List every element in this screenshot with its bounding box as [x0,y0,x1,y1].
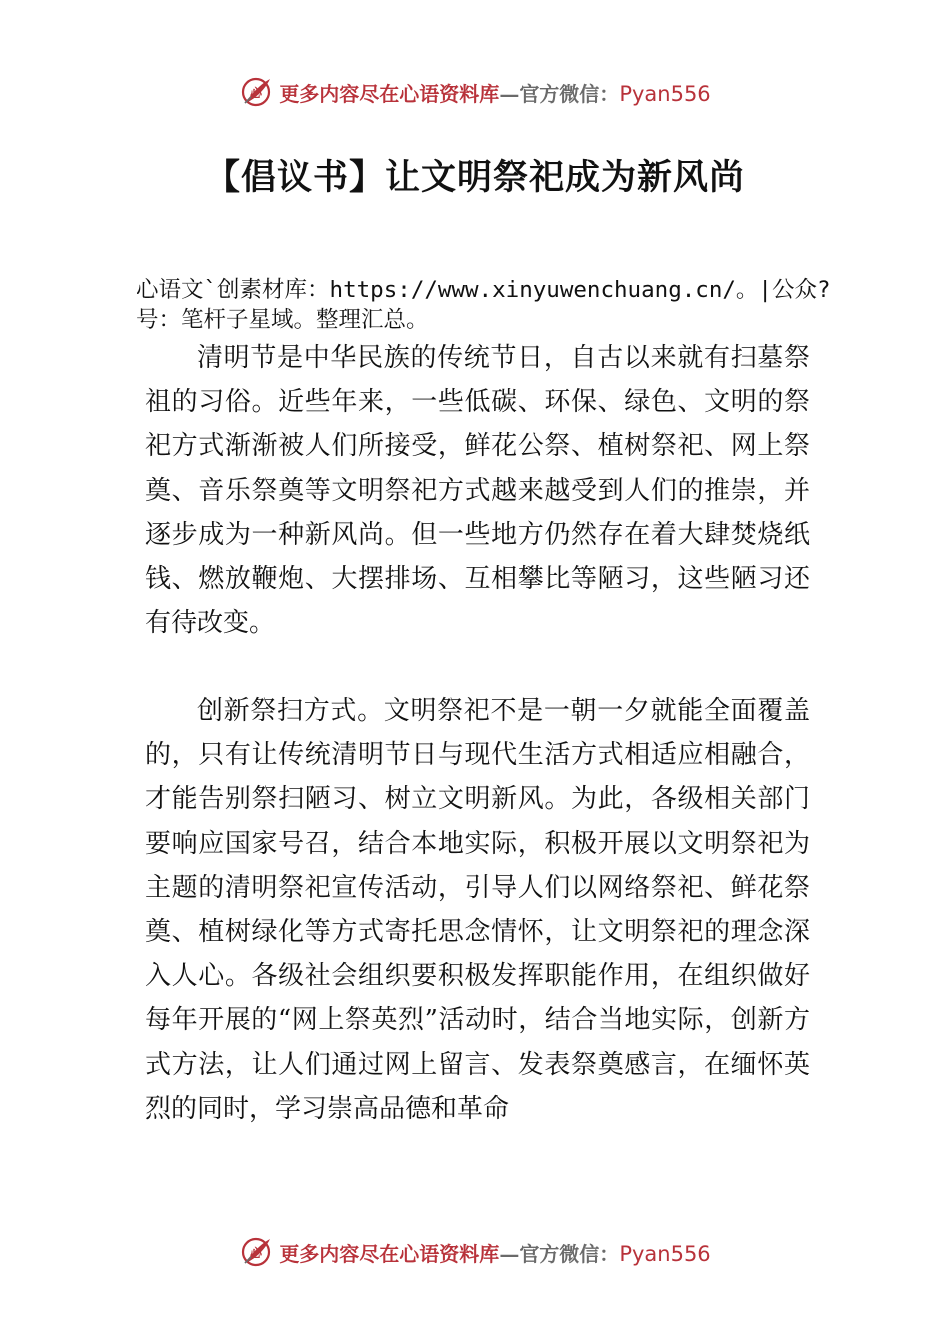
footer-text-red: 更多内容尽在心语资料库 [279,1241,500,1266]
header-banner [0,72,950,112]
paragraph-2: 创新祭扫方式。文明祭祀不是一朝一夕就能全面覆盖的，只有让传统清明节日与现代生活方式相适应相融合，才能告别祭扫陋习、树立文明新风。为此，各级相关部门要响应国家号召，结合本地实际，积极开展以文明祭祀为主题的清明祭祀宣传活动，引导人们以网络祭祀、鲜花祭奠、植树绿化等方式寄托思念情怀，让文明祭祀的理念深入人心。各级社会组织要积极发挥职能作用，在组织做好每年开展的“网上祭英烈”活动时，结合当地实际，创新方式方法，让人们通过网上留言、发表祭奠感言，在缅怀英烈的同时，学习崇高品德和革命 [145,696,810,1124]
footer-text-official: —官方微信： [499,1241,620,1266]
banner-wechat-id: Pyan556 [619,81,711,106]
paragraph-1: 清明节是中华民族的传统节日，自古以来就有扫墓祭祖的习俗。近些年来，一些低碳、环保、绿色、文明的祭祀方式渐渐被人们所接受，鲜花公祭、植树祭祀、网上祭奠、音乐祭奠等文明祭祀方式越来越受到人们的推崇，并逐步成为一种新风尚。但一些地方仍然存在着大肆焚烧纸钱、燃放鞭炮、大摆排场、互相攀比等陋习，这些陋习还有待改变。 [145,343,810,639]
banner-text [279,78,710,107]
svg-text:心: 心 [250,1246,263,1260]
footer-banner-text [279,1238,710,1267]
footer-banner [0,1232,950,1272]
source-line: 心语文`创素材库：https://www.xinyuwenchuang.cn/。|公众?号：笔杆子星域。整理汇总。 [136,277,831,333]
quill-logo-icon [239,1235,273,1269]
document-title: 【倡议书】让文明祭祀成为新风尚 [204,158,745,198]
svg-text:心: 心 [250,86,263,100]
quill-logo-icon [239,75,273,109]
banner-text-official: —官方微信： [499,81,620,106]
banner-text-red: 更多内容尽在心语资料库 [279,81,500,106]
footer-wechat-id: Pyan556 [619,1241,711,1266]
